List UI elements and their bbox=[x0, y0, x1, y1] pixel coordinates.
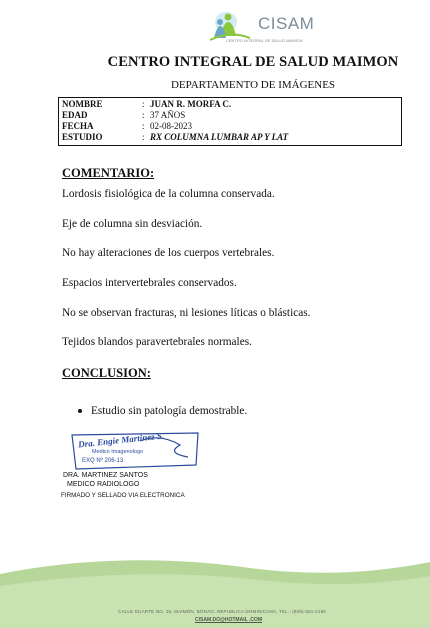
stamp-role: Medico Imagenologo bbox=[92, 449, 144, 455]
info-label: ESTUDIO bbox=[62, 132, 103, 142]
signer-block bbox=[63, 472, 148, 489]
comment-line: No hay alteraciones de los cuerpos vertebrales. bbox=[62, 247, 275, 259]
comment-line: Lordosis fisiológica de la columna conservada. bbox=[62, 188, 275, 200]
info-label: EDAD bbox=[62, 110, 88, 120]
cisam-logo bbox=[206, 8, 318, 48]
document-title: CENTRO INTEGRAL DE SALUD MAIMON bbox=[107, 54, 399, 70]
comment-line: Tejidos blandos paravertebrales normales. bbox=[62, 336, 252, 348]
comment-line: No se observan fracturas, ni lesiones líticas o blásticas. bbox=[62, 307, 311, 319]
signature-note: FIRMADO Y SELLADO VIA ELECTRONICA bbox=[61, 492, 185, 499]
comment-heading: COMENTARIO: bbox=[62, 166, 155, 180]
conclusion-text: Estudio sin patología demostrable. bbox=[91, 405, 248, 417]
patient-name: JUAN R. MORFA C. bbox=[150, 99, 232, 109]
signer-name: DRA. MARTINEZ SANTOS bbox=[63, 472, 148, 479]
info-row-age bbox=[62, 110, 398, 121]
info-row-study bbox=[62, 132, 398, 143]
info-row-date bbox=[62, 121, 398, 132]
stamp-name: Dra. Engie Martinez S. bbox=[77, 430, 165, 450]
info-separator: : bbox=[142, 99, 145, 109]
info-separator: : bbox=[142, 121, 145, 131]
info-separator: : bbox=[142, 110, 145, 120]
info-separator: : bbox=[142, 132, 145, 142]
logo-text: CISAM bbox=[258, 14, 315, 33]
patient-info-box bbox=[58, 97, 402, 146]
footer-email[interactable]: CISAM.DO@HOTMAIL .COM bbox=[195, 617, 263, 623]
conclusion-item bbox=[78, 405, 247, 417]
info-label: FECHA bbox=[62, 121, 94, 131]
stamp-exq: EXQ Nº 206-13 bbox=[82, 458, 124, 464]
signature-stamp bbox=[70, 431, 200, 471]
logo-subtitle: CENTRO INTEGRAL DE SALUD MAIMON bbox=[226, 38, 303, 43]
study-name: RX COLUMNA LUMBAR AP Y LAT bbox=[150, 132, 289, 142]
conclusion-heading: CONCLUSION: bbox=[62, 366, 151, 380]
info-row-name bbox=[62, 99, 398, 110]
department-name: DEPARTAMENTO DE IMÁGENES bbox=[170, 79, 336, 91]
info-label: NOMBRE bbox=[62, 99, 103, 109]
bullet-icon bbox=[78, 409, 82, 413]
signer-role: MEDICO RADIOLOGO bbox=[67, 480, 140, 488]
footer-address: CALLE DUARTE NO. 15, MAIMÓN, BONAO, REPUBLICA DOMINICANA, TEL.: (809)-551-2196 bbox=[118, 609, 326, 614]
comment-line: Eje de columna sin desviación. bbox=[62, 218, 203, 230]
patient-age: 37 AÑOS bbox=[150, 110, 186, 120]
study-date: 02-08-2023 bbox=[150, 121, 192, 131]
comment-line: Espacios intervertebrales conservados. bbox=[62, 277, 237, 289]
